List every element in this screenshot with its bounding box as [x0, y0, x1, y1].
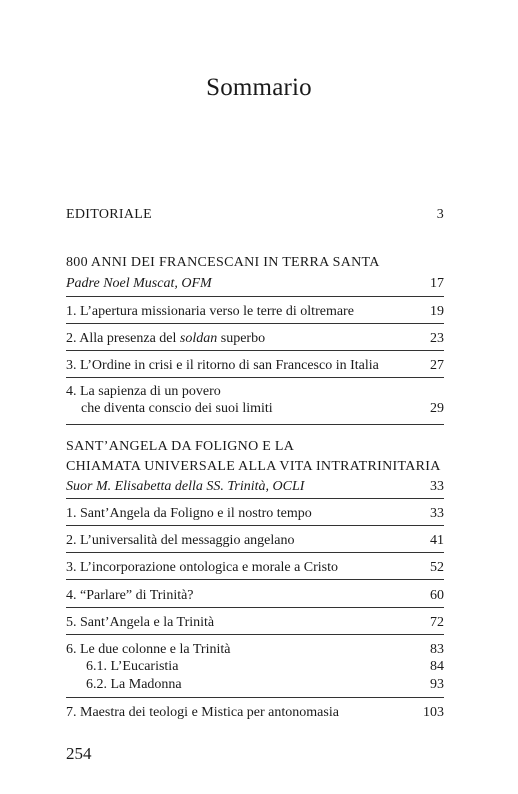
toc-entry-label	[66, 330, 265, 348]
divider	[66, 323, 444, 324]
divider	[66, 296, 444, 297]
toc-entry-label: 6.1. L’Eucaristia	[86, 659, 179, 674]
toc-entry-page: 60	[430, 588, 444, 603]
toc-entry-label: 3. L’Ordine in crisi e il ritorno di san Francesco in Italia	[66, 358, 379, 373]
toc-entry-label: 2. L’universalità del messaggio angelano	[66, 533, 295, 548]
divider	[66, 634, 444, 635]
section-heading-text: CHIAMATA UNIVERSALE ALLA VITA INTRATRINITARIA	[66, 459, 441, 474]
toc-entry-page: 27	[430, 358, 444, 373]
toc-entry-page: 29	[430, 401, 444, 416]
toc-entry-page: 33	[430, 479, 444, 494]
divider	[66, 424, 444, 425]
label-emphasis: soldan	[179, 331, 218, 346]
toc-entry-page: 3	[436, 207, 444, 222]
toc-entry-label: EDITORIALE	[66, 207, 152, 222]
toc-entry-label: 7. Maestra dei teologi e Mistica per antonomasia	[66, 705, 339, 720]
toc-entry-page: 93	[430, 677, 444, 692]
divider	[66, 377, 444, 378]
toc-entry-page: 84	[430, 659, 444, 674]
page-title: Sommario	[206, 74, 312, 101]
divider	[66, 579, 444, 580]
toc-entry-page: 72	[430, 615, 444, 630]
toc-entry-label: 1. L’apertura missionaria verso le terre di oltremare	[66, 304, 354, 319]
toc-entry-page: 103	[423, 705, 444, 720]
toc-entry-label: 4. La sapienza di un povero	[66, 384, 221, 399]
toc-entry-page: 33	[430, 506, 444, 521]
label-part: 2. Alla presenza del	[66, 331, 180, 346]
toc-entry[interactable]	[66, 383, 444, 419]
toc-entry-page: 83	[430, 642, 444, 657]
toc-entry-page: 41	[430, 533, 444, 548]
author-name: Padre Noel Muscat, OFM	[66, 276, 212, 291]
toc-entry-label: 4. “Parlare” di Trinità?	[66, 588, 194, 603]
toc-entry-page: 17	[430, 276, 444, 291]
section-heading-text: SANT’ANGELA DA FOLIGNO E LA	[66, 439, 295, 454]
toc-entry-label: 3. L’incorporazione ontologica e morale a Cristo	[66, 560, 339, 575]
toc-entry-label: 6.2. La Madonna	[86, 677, 182, 692]
toc-entry-page: 19	[430, 304, 444, 319]
divider	[66, 697, 444, 698]
divider	[66, 607, 444, 608]
divider	[66, 552, 444, 553]
author-name: Suor M. Elisabetta della SS. Trinità, OCLI	[66, 479, 305, 494]
section-heading-text: 800 ANNI DEI FRANCESCANI IN TERRA SANTA	[66, 255, 380, 270]
toc-entry-label: 1. Sant’Angela da Foligno e il nostro tempo	[66, 506, 312, 521]
toc-entry-label: 5. Sant’Angela e la Trinità	[66, 615, 215, 630]
label-part: superbo	[217, 331, 266, 346]
toc-entry-label: 6. Le due colonne e la Trinità	[66, 642, 231, 657]
toc-entry-label-continued: che diventa conscio dei suoi limiti	[81, 401, 273, 416]
toc-entry-page: 23	[430, 331, 444, 346]
divider	[66, 525, 444, 526]
divider	[66, 350, 444, 351]
toc-entry-page: 52	[430, 560, 444, 575]
divider	[66, 498, 444, 499]
page-number: 254	[66, 744, 92, 763]
